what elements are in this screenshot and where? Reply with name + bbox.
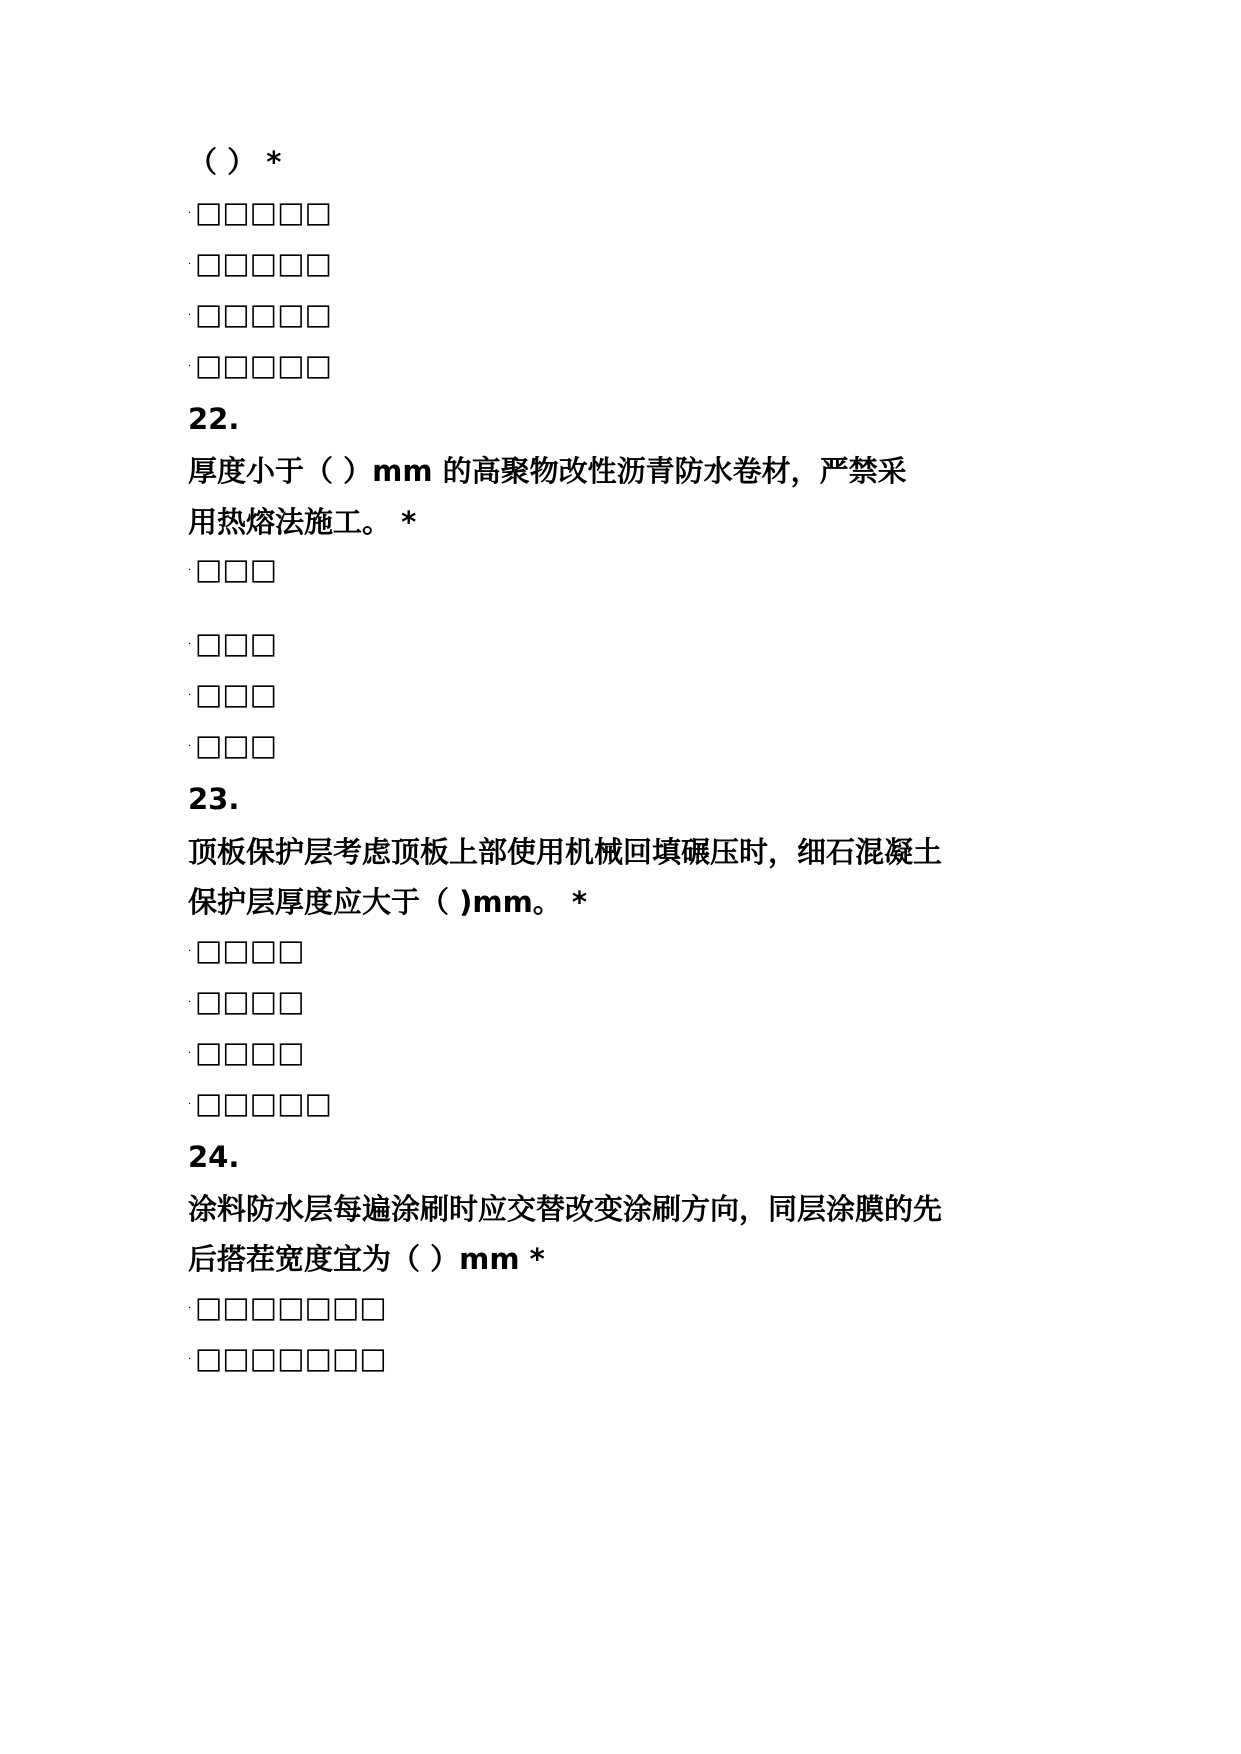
option-text: □□□□ — [195, 933, 305, 967]
q21-stem-tail: （ ） * — [188, 145, 282, 179]
option-text: □□□ — [195, 677, 278, 711]
option-bullet: · — [188, 1303, 192, 1314]
q22-option-d[interactable] — [188, 725, 277, 767]
q22-option-c[interactable] — [188, 674, 277, 716]
option-text: □□□□□ — [195, 297, 332, 331]
option-bullet: · — [188, 1099, 192, 1110]
q23-option-c[interactable] — [188, 1032, 305, 1074]
q24-option-b[interactable] — [188, 1338, 387, 1380]
option-bullet: · — [188, 310, 192, 321]
q21-option-a[interactable] — [188, 192, 332, 234]
option-bullet: · — [188, 997, 192, 1008]
q23-option-a[interactable] — [188, 930, 305, 972]
option-text: □□□□□ — [195, 1086, 332, 1120]
option-bullet: · — [188, 208, 192, 219]
option-text: □□□□□□□ — [195, 1290, 387, 1324]
q23-option-b[interactable] — [188, 981, 305, 1023]
option-bullet: · — [188, 741, 192, 752]
option-bullet: · — [188, 639, 192, 650]
option-bullet: · — [188, 565, 192, 576]
option-bullet: · — [188, 690, 192, 701]
q22-number: 22. — [188, 402, 240, 436]
q21-option-c[interactable] — [188, 294, 332, 336]
q23-stem-line1: 顶板保护层考虑顶板上部使用机械回填碾压时，细石混凝土 — [188, 835, 943, 869]
option-text: □□□□□ — [195, 195, 332, 229]
q23-option-d[interactable] — [188, 1083, 332, 1125]
option-text: □□□□□□□ — [195, 1341, 387, 1375]
option-bullet: · — [188, 946, 192, 957]
q21-option-b[interactable] — [188, 243, 332, 285]
option-text: □□□ — [195, 626, 278, 660]
q24-stem-line2: 后搭茬宽度宜为（ ）mm * — [188, 1242, 545, 1276]
q24-number: 24. — [188, 1140, 240, 1174]
option-text: □□□ — [195, 552, 278, 586]
option-text: □□□ — [195, 728, 278, 762]
option-bullet: · — [188, 1354, 192, 1365]
q23-stem-line2: 保护层厚度应大于（ )mm。 * — [188, 885, 588, 919]
q22-option-a[interactable] — [188, 549, 277, 591]
option-bullet: · — [188, 259, 192, 270]
q23-number: 23. — [188, 782, 240, 816]
q22-option-b[interactable] — [188, 623, 277, 665]
option-bullet: · — [188, 361, 192, 372]
option-bullet: · — [188, 1048, 192, 1059]
q22-stem-line2: 用热熔法施工。 * — [188, 505, 417, 539]
option-text: □□□□□ — [195, 348, 332, 382]
option-text: □□□□ — [195, 1035, 305, 1069]
q21-option-d[interactable] — [188, 345, 332, 387]
option-text: □□□□□ — [195, 246, 332, 280]
option-text: □□□□ — [195, 984, 305, 1018]
q22-stem-line1: 厚度小于（ ）mm 的高聚物改性沥青防水卷材，严禁采 — [188, 454, 907, 488]
q24-option-a[interactable] — [188, 1287, 387, 1329]
q24-stem-line1: 涂料防水层每遍涂刷时应交替改变涂刷方向，同层涂膜的先 — [188, 1192, 943, 1226]
